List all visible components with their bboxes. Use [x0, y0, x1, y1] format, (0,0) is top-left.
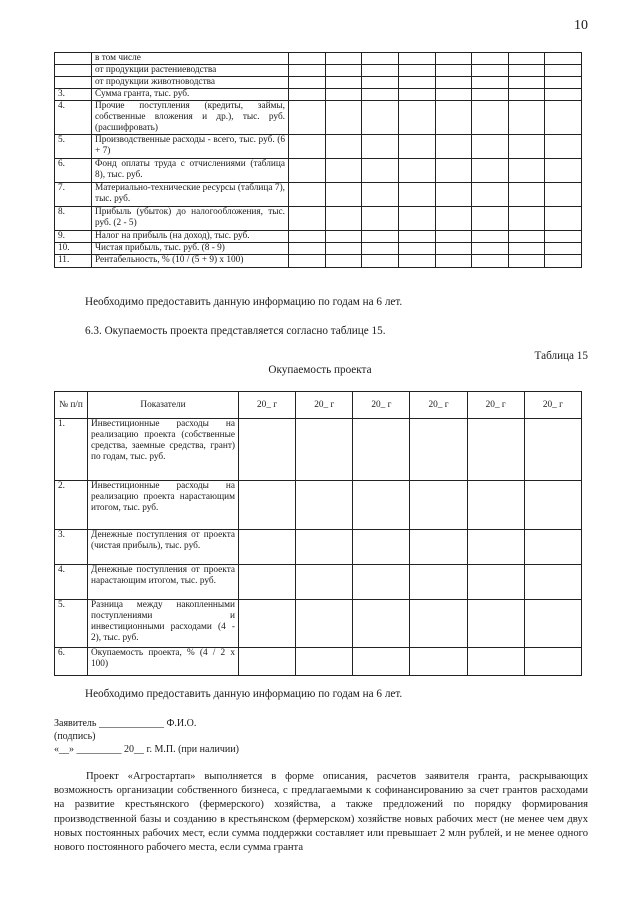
value-cell: [325, 77, 362, 89]
value-cell: [435, 89, 472, 101]
value-cell: [398, 135, 435, 159]
table-row: [55, 135, 582, 159]
row-label: от продукции животноводства: [92, 77, 289, 89]
value-cell: [508, 89, 545, 101]
value-cell: [472, 101, 509, 135]
table-15-title: Окупаемость проекта: [268, 364, 372, 376]
value-cell: [467, 530, 524, 565]
value-cell: [398, 65, 435, 77]
value-cell: [362, 183, 399, 207]
row-number: 11.: [55, 255, 92, 268]
table-row: [55, 481, 582, 530]
value-cell: [289, 159, 326, 183]
value-cell: [472, 77, 509, 89]
value-cell: [289, 77, 326, 89]
section-6-3-text: 6.3. Окупаемость проекта представляется согласно таблице 15.: [85, 325, 386, 337]
value-cell: [467, 648, 524, 676]
value-cell: [289, 101, 326, 135]
payback-table: [54, 391, 582, 676]
value-cell: [524, 419, 581, 481]
value-cell: [296, 648, 353, 676]
value-cell: [362, 207, 399, 231]
agrostartup-paragraph: Проект «Агростартап» выполняется в форме описания, расчетов заявителя гранта, раскрывающих возможность организации собственного бизнеса, с предлагаемыми к софинансированию за счет грантов расходами на развитие крестьянского (фермерского) хозяйства, а также предложений по порядку формирования производственной базы и созданию в крестьянском (фермерском) хозяйстве новых рабочих мест (не менее чем двух новых постоянных рабочих мест, если сумма поддержки составляет или превышает 2 млн рублей, и не менее одного нового постоянного рабочего места, если сумма гранта: [54, 771, 588, 854]
row-label: Прочие поступления (кредиты, займы, собственные вложения и др.), тыс. руб. (расшифровать): [92, 101, 289, 135]
header-label: Показатели: [88, 392, 239, 419]
row-number: 2.: [55, 481, 88, 530]
header-year: 20_ г: [524, 392, 581, 419]
table-row: [55, 89, 582, 101]
table-row: [55, 530, 582, 565]
value-cell: [472, 243, 509, 255]
row-number: [55, 53, 92, 65]
value-cell: [508, 101, 545, 135]
table-15-caption: Таблица 15: [534, 350, 588, 362]
row-number: 4.: [55, 565, 88, 600]
row-number: 6.: [55, 159, 92, 183]
value-cell: [545, 65, 582, 77]
value-cell: [325, 207, 362, 231]
row-label: Фонд оплаты труда с отчислениями (таблица 8), тыс. руб.: [92, 159, 289, 183]
value-cell: [435, 65, 472, 77]
value-cell: [239, 565, 296, 600]
value-cell: [353, 481, 410, 530]
value-cell: [435, 207, 472, 231]
value-cell: [545, 77, 582, 89]
value-cell: [435, 231, 472, 243]
value-cell: [353, 600, 410, 648]
value-cell: [398, 89, 435, 101]
value-cell: [325, 53, 362, 65]
table-row: [55, 101, 582, 135]
value-cell: [545, 207, 582, 231]
value-cell: [467, 419, 524, 481]
table-row: [55, 231, 582, 243]
value-cell: [508, 231, 545, 243]
value-cell: [545, 53, 582, 65]
row-label: в том числе: [92, 53, 289, 65]
value-cell: [472, 255, 509, 268]
value-cell: [472, 53, 509, 65]
value-cell: [472, 159, 509, 183]
row-number: 4.: [55, 101, 92, 135]
value-cell: [362, 77, 399, 89]
value-cell: [325, 243, 362, 255]
value-cell: [325, 255, 362, 268]
value-cell: [362, 135, 399, 159]
value-cell: [435, 53, 472, 65]
value-cell: [472, 89, 509, 101]
row-label: Денежные поступления от проекта (чистая прибыль), тыс. руб.: [88, 530, 239, 565]
value-cell: [398, 159, 435, 183]
table-row: [55, 419, 582, 481]
value-cell: [325, 65, 362, 77]
note-2: Необходимо предоставить данную информацию по годам на 6 лет.: [85, 688, 403, 700]
value-cell: [289, 89, 326, 101]
value-cell: [289, 135, 326, 159]
value-cell: [508, 65, 545, 77]
value-cell: [545, 135, 582, 159]
value-cell: [289, 207, 326, 231]
table-row: [55, 77, 582, 89]
header-num: № п/п: [55, 392, 88, 419]
note-1: Необходимо предоставить данную информацию по годам на 6 лет.: [85, 296, 403, 308]
table-row: [55, 600, 582, 648]
table-row: [55, 243, 582, 255]
value-cell: [435, 243, 472, 255]
value-cell: [239, 600, 296, 648]
value-cell: [362, 231, 399, 243]
row-label: Инвестиционные расходы на реализацию проекта нарастающим итогом, тыс. руб.: [88, 481, 239, 530]
value-cell: [398, 231, 435, 243]
value-cell: [362, 255, 399, 268]
value-cell: [353, 530, 410, 565]
table-row: [55, 255, 582, 268]
value-cell: [410, 481, 467, 530]
row-number: [55, 77, 92, 89]
value-cell: [353, 419, 410, 481]
row-label: Материально-технические ресурсы (таблица 7), тыс. руб.: [92, 183, 289, 207]
value-cell: [508, 159, 545, 183]
value-cell: [325, 89, 362, 101]
value-cell: [362, 89, 399, 101]
value-cell: [508, 255, 545, 268]
row-label: Прибыль (убыток) до налогообложения, тыс. руб. (2 - 5): [92, 207, 289, 231]
value-cell: [325, 101, 362, 135]
row-label: Денежные поступления от проекта нарастающим итогом, тыс. руб.: [88, 565, 239, 600]
value-cell: [472, 207, 509, 231]
row-number: 5.: [55, 600, 88, 648]
value-cell: [467, 481, 524, 530]
row-label: Чистая прибыль, тыс. руб. (8 - 9): [92, 243, 289, 255]
value-cell: [296, 565, 353, 600]
value-cell: [467, 565, 524, 600]
value-cell: [289, 255, 326, 268]
value-cell: [289, 65, 326, 77]
value-cell: [362, 243, 399, 255]
value-cell: [472, 231, 509, 243]
signature-caption: (подпись): [54, 731, 96, 742]
value-cell: [545, 231, 582, 243]
header-year: 20_ г: [467, 392, 524, 419]
row-label: Инвестиционные расходы на реализацию проекта (собственные средства, заемные средства, грант) по годам, тыс. руб.: [88, 419, 239, 481]
value-cell: [435, 159, 472, 183]
row-number: 6.: [55, 648, 88, 676]
value-cell: [508, 207, 545, 231]
table-row: [55, 65, 582, 77]
header-year: 20_ г: [296, 392, 353, 419]
value-cell: [398, 243, 435, 255]
row-number: 9.: [55, 231, 92, 243]
value-cell: [353, 565, 410, 600]
value-cell: [362, 65, 399, 77]
value-cell: [289, 53, 326, 65]
row-number: 1.: [55, 419, 88, 481]
value-cell: [524, 481, 581, 530]
value-cell: [524, 530, 581, 565]
value-cell: [508, 243, 545, 255]
value-cell: [467, 600, 524, 648]
value-cell: [362, 53, 399, 65]
value-cell: [239, 530, 296, 565]
signature-line: Заявитель _____________ Ф.И.О.: [54, 718, 197, 729]
row-label: Окупаемость проекта, % (4 / 2 x 100): [88, 648, 239, 676]
row-number: [55, 65, 92, 77]
value-cell: [325, 231, 362, 243]
value-cell: [362, 159, 399, 183]
value-cell: [296, 419, 353, 481]
value-cell: [239, 419, 296, 481]
value-cell: [435, 135, 472, 159]
page-number: 10: [574, 18, 588, 33]
row-number: 7.: [55, 183, 92, 207]
value-cell: [435, 101, 472, 135]
value-cell: [325, 183, 362, 207]
value-cell: [508, 183, 545, 207]
value-cell: [410, 530, 467, 565]
value-cell: [325, 135, 362, 159]
signature-date: «__» _________ 20__ г. М.П. (при наличии): [54, 744, 239, 755]
value-cell: [239, 648, 296, 676]
table-row: [55, 565, 582, 600]
value-cell: [398, 183, 435, 207]
header-year: 20_ г: [353, 392, 410, 419]
row-number: 5.: [55, 135, 92, 159]
row-label: Сумма гранта, тыс. руб.: [92, 89, 289, 101]
row-label: Разница между накопленными поступлениями и инвестиционными расходами (4 - 2), тыс. руб.: [88, 600, 239, 648]
value-cell: [325, 159, 362, 183]
value-cell: [545, 159, 582, 183]
value-cell: [410, 648, 467, 676]
value-cell: [289, 183, 326, 207]
table-row: [55, 159, 582, 183]
value-cell: [508, 135, 545, 159]
value-cell: [545, 101, 582, 135]
value-cell: [289, 243, 326, 255]
value-cell: [410, 600, 467, 648]
table-row: [55, 648, 582, 676]
table-row: [55, 53, 582, 65]
table-row: [55, 183, 582, 207]
row-number: 8.: [55, 207, 92, 231]
value-cell: [545, 255, 582, 268]
row-label: Производственные расходы - всего, тыс. руб. (6 + 7): [92, 135, 289, 159]
value-cell: [508, 77, 545, 89]
value-cell: [398, 101, 435, 135]
value-cell: [524, 648, 581, 676]
value-cell: [353, 648, 410, 676]
row-number: 3.: [55, 89, 92, 101]
row-label: Рентабельность, % (10 / (5 + 9) x 100): [92, 255, 289, 268]
header-year: 20_ г: [239, 392, 296, 419]
row-number: 10.: [55, 243, 92, 255]
header-year: 20_ г: [410, 392, 467, 419]
value-cell: [545, 183, 582, 207]
value-cell: [398, 207, 435, 231]
row-label: от продукции растениеводства: [92, 65, 289, 77]
row-number: 3.: [55, 530, 88, 565]
value-cell: [362, 101, 399, 135]
value-cell: [545, 89, 582, 101]
value-cell: [508, 53, 545, 65]
value-cell: [410, 565, 467, 600]
value-cell: [410, 419, 467, 481]
value-cell: [472, 135, 509, 159]
value-cell: [296, 530, 353, 565]
revenue-table: [54, 52, 582, 268]
value-cell: [296, 600, 353, 648]
value-cell: [239, 481, 296, 530]
value-cell: [472, 65, 509, 77]
value-cell: [398, 255, 435, 268]
value-cell: [545, 243, 582, 255]
value-cell: [435, 255, 472, 268]
value-cell: [435, 183, 472, 207]
value-cell: [398, 53, 435, 65]
value-cell: [524, 565, 581, 600]
table-row: [55, 207, 582, 231]
value-cell: [435, 77, 472, 89]
value-cell: [524, 600, 581, 648]
value-cell: [289, 231, 326, 243]
value-cell: [296, 481, 353, 530]
value-cell: [398, 77, 435, 89]
value-cell: [472, 183, 509, 207]
row-label: Налог на прибыль (на доход), тыс. руб.: [92, 231, 289, 243]
